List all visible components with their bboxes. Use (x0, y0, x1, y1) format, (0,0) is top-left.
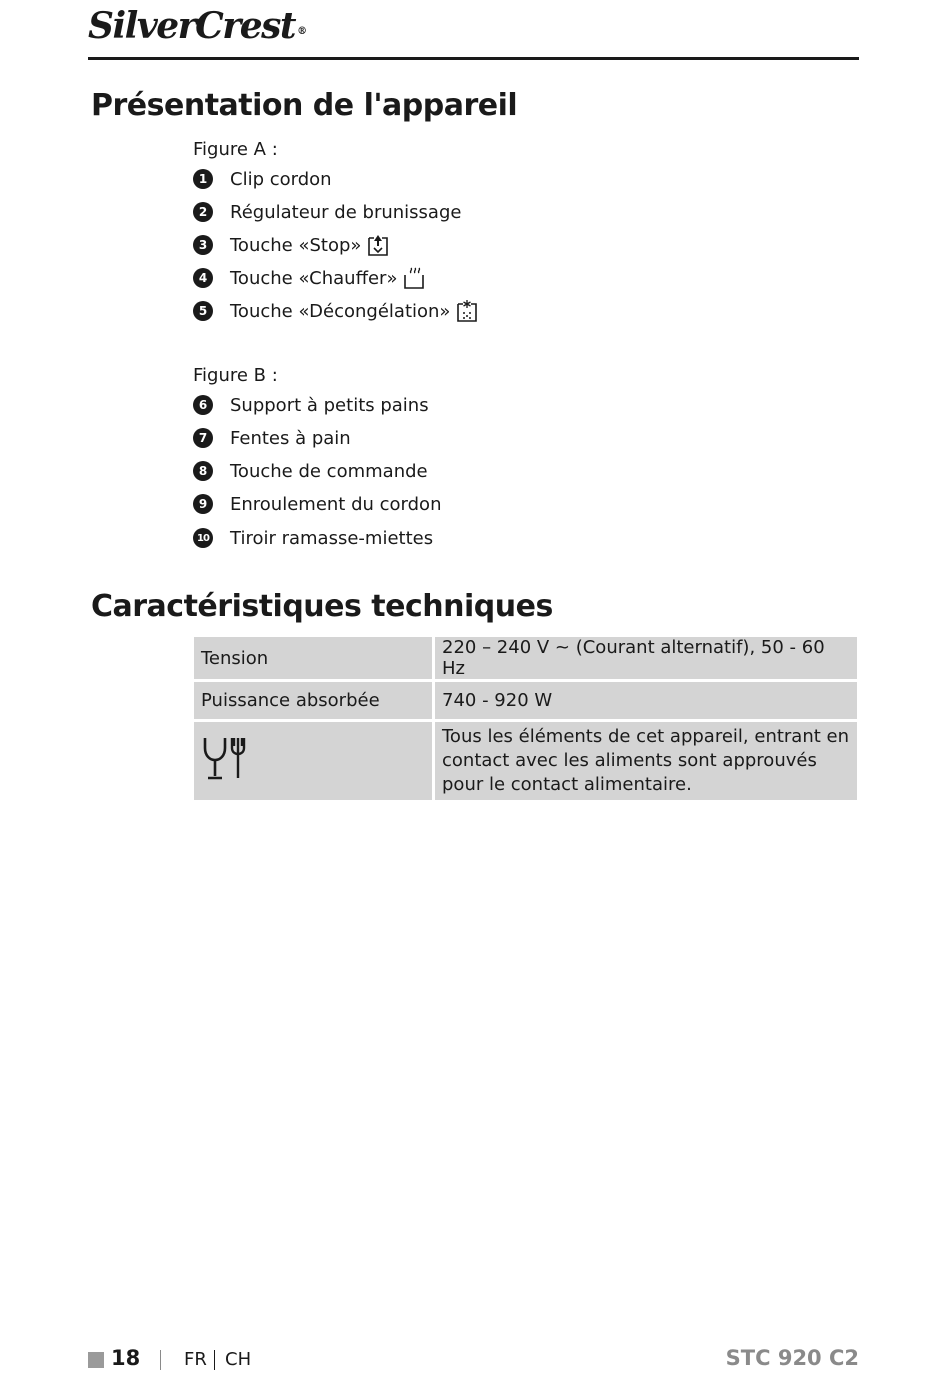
number-badge: 8 (193, 461, 213, 481)
registered-mark: ® (297, 26, 306, 37)
list-item (193, 491, 441, 517)
spec-label: Tension (194, 637, 435, 682)
language-ch: CH (225, 1349, 252, 1370)
number-badge: 4 (193, 268, 213, 288)
table-row (194, 637, 857, 682)
spec-icon-cell (194, 722, 435, 800)
list-item (193, 525, 433, 551)
number-badge: 3 (193, 235, 213, 255)
number-badge: 1 (193, 169, 213, 189)
brand-logo: SilverCrest ® (88, 5, 306, 47)
number-badge: 6 (193, 395, 213, 415)
number-badge: 5 (193, 301, 213, 321)
section-title-presentation: Présentation de l'appareil (91, 88, 518, 123)
item-label: Régulateur de brunissage (230, 201, 462, 223)
spec-label: Puissance absorbée (194, 682, 435, 722)
stop-icon (367, 233, 389, 257)
model-number: STC 920 C2 (725, 1346, 859, 1370)
list-item (193, 392, 429, 418)
number-badge: 9 (193, 494, 213, 514)
item-label: Touche «Chauffer» (230, 267, 398, 289)
number-badge: 2 (193, 202, 213, 222)
number-badge: 10 (193, 528, 213, 548)
spec-value: 220 – 240 V ~ (Courant alternatif), 50 - 60 Hz (435, 637, 857, 682)
item-label: Clip cordon (230, 168, 332, 190)
specs-table (194, 637, 857, 800)
list-item (193, 458, 428, 484)
item-label: Touche de commande (230, 460, 428, 482)
number-badge: 7 (193, 428, 213, 448)
spec-value: Tous les éléments de cet appareil, entrant en contact avec les aliments sont approuvés pour le contact alimentaire. (435, 722, 857, 800)
item-label: Touche «Décongélation» (230, 300, 451, 322)
item-label: Touche «Stop» (230, 234, 362, 256)
list-item (193, 166, 332, 192)
food-safe-icon (201, 734, 247, 782)
spec-value: 740 - 920 W (435, 682, 857, 722)
figure-a-label: Figure A : (193, 139, 278, 160)
footer-divider (160, 1350, 161, 1370)
item-label: Fentes à pain (230, 427, 351, 449)
defrost-icon (456, 299, 478, 323)
heat-icon (403, 266, 425, 290)
figure-b-label: Figure B : (193, 365, 278, 386)
item-label: Tiroir ramasse-miettes (230, 527, 434, 549)
language-fr: FR (184, 1349, 207, 1370)
header-rule (88, 57, 859, 60)
item-label: Enroulement du cordon (230, 493, 442, 515)
section-title-specs: Caractéristiques techniques (91, 589, 553, 624)
list-item (193, 425, 351, 451)
page-number: 18 (111, 1346, 141, 1370)
item-label: Support à petits pains (230, 394, 429, 416)
list-item (193, 232, 389, 258)
language-divider (214, 1350, 215, 1370)
table-row (194, 722, 857, 800)
list-item (193, 199, 461, 225)
list-item (193, 298, 478, 324)
list-item (193, 265, 425, 291)
footer-square (88, 1352, 104, 1368)
table-row (194, 682, 857, 722)
